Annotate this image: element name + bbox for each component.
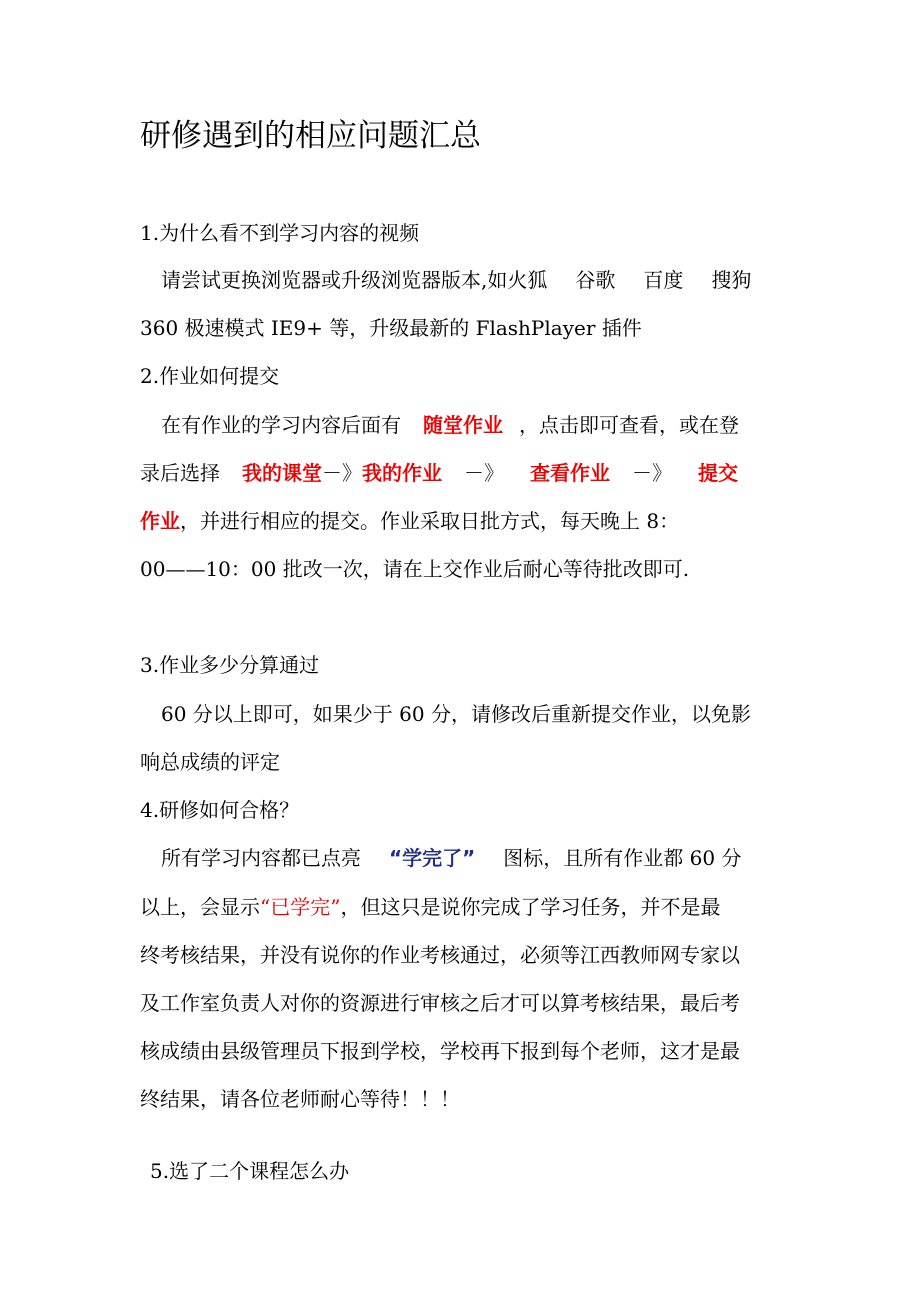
browser-sogou: 搜狗 bbox=[711, 268, 752, 292]
answer-2-text-c: 录后选择 bbox=[140, 461, 220, 485]
question-1: 1.为什么看不到学习内容的视频 bbox=[140, 221, 420, 245]
path-arrow-1: －》 bbox=[322, 461, 362, 485]
highlight-finished-icon: “学完了” bbox=[389, 846, 476, 870]
question-2: 2.作业如何提交 bbox=[140, 364, 280, 388]
answer-2-text-b: ，点击即可查看，或在登 bbox=[519, 413, 739, 437]
highlight-homework: 随堂作业 bbox=[423, 413, 503, 437]
answer-2-text-d: ，并进行相应的提交。作业采取日批方式，每天晚上 8： bbox=[180, 509, 680, 533]
path-arrow-3: －》 bbox=[632, 461, 672, 485]
path-submit-1: 提交 bbox=[698, 461, 738, 485]
answer-4-text-b: 图标，且所有作业都 60 分 bbox=[503, 846, 742, 870]
browser-baidu: 百度 bbox=[643, 268, 684, 292]
answer-1-text: 请尝试更换浏览器或升级浏览器版本,如火狐 bbox=[161, 268, 548, 292]
question-4: 4.研修如何合格？ bbox=[140, 798, 300, 822]
browser-chrome: 谷歌 bbox=[575, 268, 616, 292]
answer-1-line-1 bbox=[161, 268, 751, 292]
answer-4-line-4: 及工作室负责人对你的资源进行审核之后才可以算考核结果，最后考 bbox=[140, 991, 740, 1015]
answer-4-text-a: 所有学习内容都已点亮 bbox=[161, 846, 361, 870]
answer-2-line-4: 00——10：00 批改一次，请在上交作业后耐心等待批改即可. bbox=[140, 557, 690, 581]
answer-4-line-1 bbox=[161, 846, 741, 870]
highlight-completed: “已学完” bbox=[260, 895, 341, 919]
answer-3-line-1: 60 分以上即可，如果少于 60 分，请修改后重新提交作业，以免影 bbox=[161, 702, 751, 726]
answer-4-line-2 bbox=[140, 895, 720, 919]
answer-4-line-5: 核成绩由县级管理员下报到学校，学校再下报到每个老师，这才是最 bbox=[140, 1039, 740, 1063]
answer-2-line-1 bbox=[161, 413, 739, 437]
answer-4-text-c: 以上，会显示 bbox=[140, 895, 260, 919]
answer-3-line-2: 响总成绩的评定 bbox=[140, 750, 280, 774]
path-my-homework: 我的作业 bbox=[362, 461, 442, 485]
document-title: 研修遇到的相应问题汇总 bbox=[140, 118, 481, 154]
question-5: 5.选了二个课程怎么办 bbox=[150, 1159, 350, 1183]
answer-4-line-3: 终考核结果，并没有说你的作业考核通过，必须等江西教师网专家以 bbox=[140, 943, 740, 967]
answer-2-line-3 bbox=[140, 509, 679, 533]
question-3: 3.作业多少分算通过 bbox=[140, 653, 320, 677]
path-view-homework: 查看作业 bbox=[530, 461, 610, 485]
answer-1-line-2: 360 极速模式 IE9+ 等，升级最新的 FlashPlayer 插件 bbox=[140, 316, 642, 340]
answer-2-text-a: 在有作业的学习内容后面有 bbox=[161, 413, 401, 437]
answer-4-text-d: ，但这只是说你完成了学习任务，并不是最 bbox=[340, 895, 721, 919]
path-arrow-2: －》 bbox=[464, 461, 504, 485]
path-submit-2: 作业 bbox=[140, 509, 180, 533]
answer-4-line-6: 终结果，请各位老师耐心等待！！！ bbox=[140, 1087, 460, 1111]
answer-2-line-2 bbox=[140, 461, 738, 485]
path-my-class: 我的课堂 bbox=[242, 461, 322, 485]
